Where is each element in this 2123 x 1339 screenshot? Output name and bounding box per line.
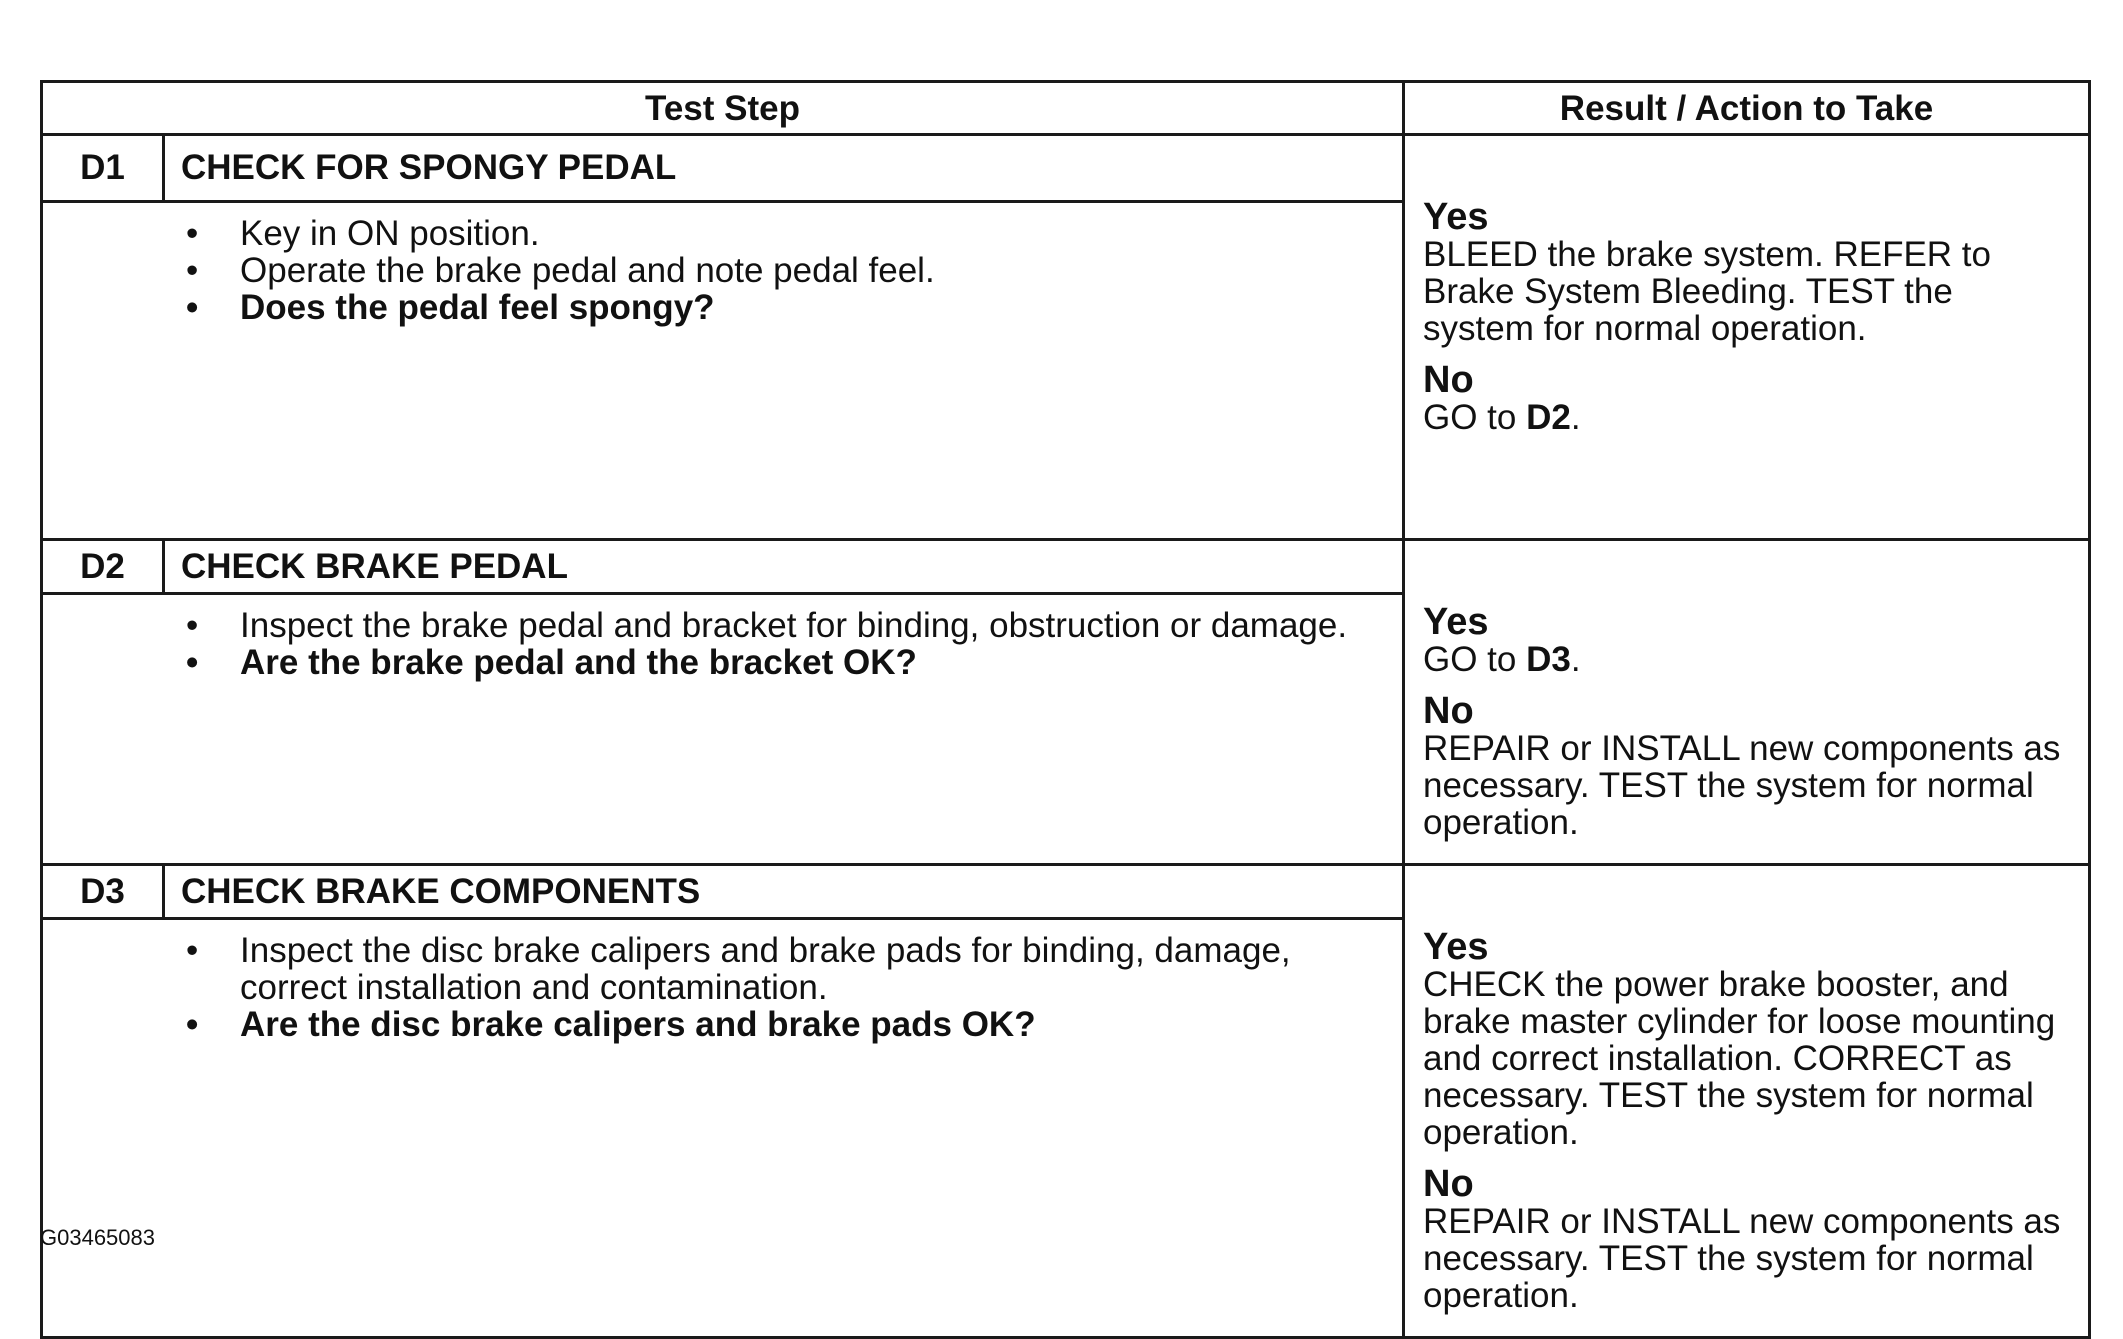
no-label: No (1423, 359, 1474, 401)
step-reference: D2 (1526, 398, 1571, 437)
no-action: REPAIR or INSTALL new components as necessary. TEST the system for normal operation. (1423, 729, 2061, 842)
no-label: No (1423, 690, 1474, 732)
instruction-list (186, 932, 1392, 1043)
outcome-no (1423, 1165, 2070, 1314)
step-title: CHECK BRAKE COMPONENTS (164, 865, 1404, 919)
yes-label: Yes (1423, 601, 1489, 643)
result-cell (1404, 540, 2090, 865)
step-title-row (42, 135, 2090, 202)
instruction-question: • Does the pedal feel spongy? (186, 289, 1392, 326)
header-test-step: Test Step (42, 82, 1404, 135)
result-cell (1404, 865, 2090, 1338)
step-code: D2 (42, 540, 164, 594)
yes-action (1423, 641, 2070, 678)
instruction-question: • Are the disc brake calipers and brake pads OK? (186, 1006, 1392, 1043)
outcome-yes (1423, 198, 2070, 347)
no-label: No (1423, 1163, 1474, 1205)
outcome-yes (1423, 603, 2070, 678)
step-instructions (42, 201, 1404, 539)
outcome-yes (1423, 928, 2070, 1151)
step-title: CHECK FOR SPONGY PEDAL (164, 135, 1404, 202)
step-code: D1 (42, 135, 164, 202)
instruction-item: • Operate the brake pedal and note pedal feel. (186, 252, 1392, 289)
outcome-no (1423, 361, 2070, 436)
step-instructions (42, 919, 1404, 1338)
table-header-row (42, 82, 2090, 135)
instruction-item: • Inspect the disc brake calipers and brake pads for binding, damage, correct installation and contamination. (186, 932, 1392, 1006)
figure-id: G03465083 (40, 1225, 155, 1250)
step-instructions (42, 593, 1404, 864)
no-action (1423, 399, 2070, 436)
outcome-no (1423, 692, 2070, 841)
result-cell (1404, 135, 2090, 540)
instruction-item: • Key in ON position. (186, 215, 1392, 252)
yes-action: CHECK the power brake booster, and brake master cylinder for loose mounting and correct installation. CORRECT as necessary. TEST the system for normal operation. (1423, 965, 2056, 1152)
yes-action: BLEED the brake system. REFER to Brake System Bleeding. TEST the system for normal operation. (1423, 235, 1991, 348)
yes-label: Yes (1423, 196, 1489, 238)
yes-action-text: GO to (1423, 640, 1527, 679)
diagnostic-table (40, 80, 2091, 1339)
instruction-question: • Are the brake pedal and the bracket OK? (186, 644, 1392, 681)
yes-label: Yes (1423, 926, 1489, 968)
yes-action-suffix: . (1570, 640, 1581, 679)
header-result-action: Result / Action to Take (1404, 82, 2090, 135)
step-reference: D3 (1526, 640, 1571, 679)
step-code: D3 (42, 865, 164, 919)
no-action-suffix: . (1570, 398, 1581, 437)
no-action-text: GO to (1423, 398, 1527, 437)
step-title: CHECK BRAKE PEDAL (164, 540, 1404, 594)
no-action: REPAIR or INSTALL new components as necessary. TEST the system for normal operation. (1423, 1202, 2061, 1315)
instruction-list (186, 215, 1392, 326)
instruction-item: • Inspect the brake pedal and bracket for binding, obstruction or damage. (186, 607, 1392, 644)
instruction-list (186, 607, 1392, 681)
step-title-row (42, 865, 2090, 919)
step-title-row (42, 540, 2090, 594)
